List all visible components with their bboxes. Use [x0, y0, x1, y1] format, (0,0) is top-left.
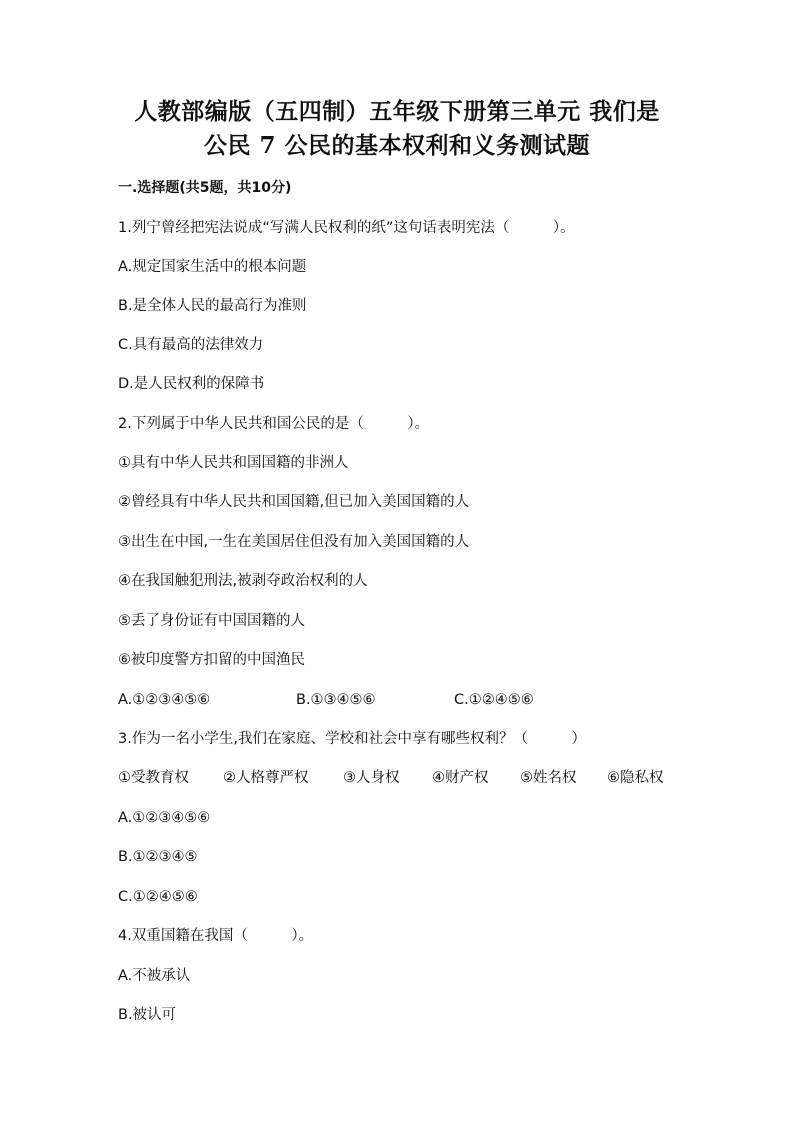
question-3-option-a: A.①②③④⑤⑥ — [118, 810, 211, 826]
question-2-item-1: ①具有中华人民共和国国籍的非洲人 — [118, 455, 349, 471]
question-3-right-4: ④财产权 — [432, 770, 489, 786]
section-heading: 一.选择题(共5题，共10分) — [118, 180, 292, 196]
question-3-right-5: ⑤姓名权 — [520, 770, 577, 786]
question-2-item-5: ⑤丢了身份证有中国国籍的人 — [118, 613, 305, 629]
question-2-item-4: ④在我国触犯刑法,被剥夺政治权利的人 — [118, 573, 368, 589]
question-1-option-b: B.是全体人民的最高行为准则 — [118, 298, 307, 314]
question-4-option-b: B.被认可 — [118, 1007, 177, 1023]
question-2-option-b: B.①③④⑤⑥ — [296, 692, 376, 708]
question-1-option-c: C.具有最高的法律效力 — [118, 337, 264, 353]
question-2-option-a: A.①②③④⑤⑥ — [118, 692, 211, 708]
question-3-right-2: ②人格尊严权 — [223, 770, 309, 786]
question-4-stem: 4.双重国籍在我国（ ）。 — [118, 928, 314, 944]
question-3-option-c: C.①②④⑤⑥ — [118, 889, 198, 905]
page-title-line-1: 人教部编版（五四制）五年级下册第三单元 我们是 — [134, 98, 660, 125]
question-1-option-a: A.规定国家生活中的根本问题 — [118, 259, 307, 275]
question-3-right-6: ⑥隐私权 — [607, 770, 664, 786]
question-2-item-3: ③出生在中国,一生在美国居住但没有加入美国国籍的人 — [118, 534, 470, 550]
question-2-option-c: C.①②④⑤⑥ — [454, 692, 534, 708]
question-3-stem: 3.作为一名小学生,我们在家庭、学校和社会中享有哪些权利？（ ） — [118, 731, 586, 747]
question-2-item-2: ②曾经具有中华人民共和国国籍,但已加入美国国籍的人 — [118, 494, 470, 510]
question-1-option-d: D.是人民权利的保障书 — [118, 376, 265, 392]
question-4-option-a: A.不被承认 — [118, 968, 191, 984]
question-2-item-6: ⑥被印度警方扣留的中国渔民 — [118, 652, 305, 668]
question-3-right-1: ①受教育权 — [118, 770, 189, 786]
question-3-option-b: B.①②③④⑤ — [118, 849, 198, 865]
question-3-right-3: ③人身权 — [343, 770, 400, 786]
page-title-line-2: 公民 7 公民的基本权利和义务测试题 — [203, 132, 591, 159]
question-1-stem: 1.列宁曾经把宪法说成“写满人民权利的纸”这句话表明宪法（ ）。 — [118, 220, 575, 236]
question-2-stem: 2.下列属于中华人民共和国公民的是（ ）。 — [118, 416, 430, 432]
